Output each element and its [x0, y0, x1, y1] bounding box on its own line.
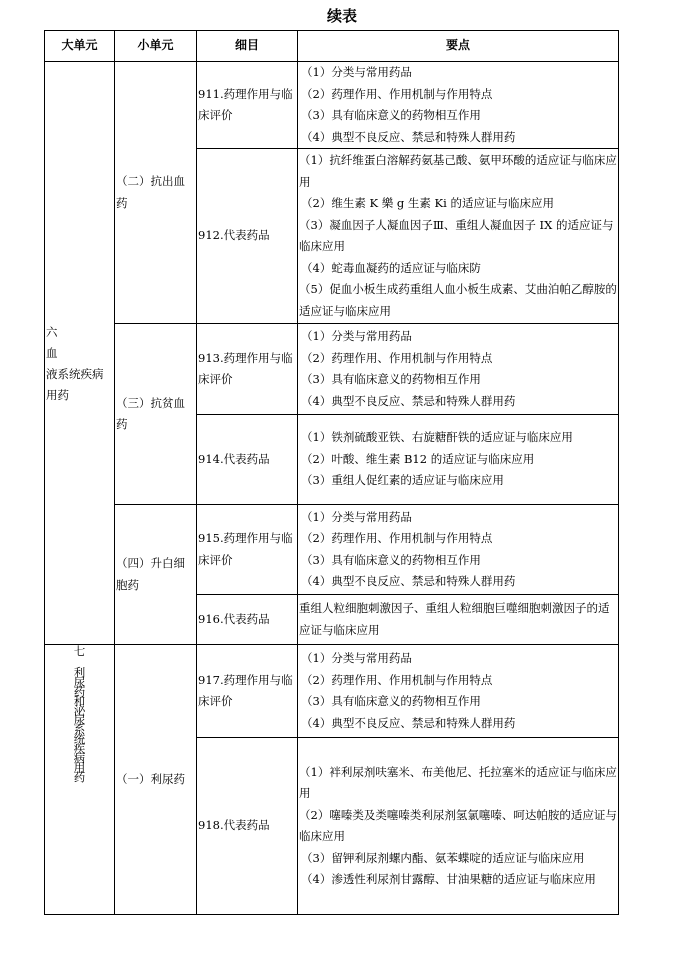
- big-unit-text: 六 血 液系统疾病 用药: [46, 324, 104, 402]
- header-row: [45, 31, 619, 62]
- point-line: （3）凝血因子人凝血因子Ⅲ、重组人凝血因子 IX 的适应证与临床应用: [299, 217, 614, 253]
- points-cell: [298, 62, 619, 149]
- table-row: [45, 324, 619, 415]
- points-cell: [298, 505, 619, 595]
- small-unit-cell: （一）利尿药: [115, 645, 197, 915]
- point-line: （3）具有临床意义的药物相互作用: [301, 108, 481, 122]
- point-line: （3）留钾利尿剂螺内酯、氨苯蝶啶的适应证与临床应用: [301, 850, 585, 865]
- detail-cell: 913.药理作用与临床评价: [197, 324, 298, 415]
- point-line: （5）促血小板生成药重组人血小板生成素、艾曲泊帕乙醇胺的适应证与临床应用: [299, 282, 617, 318]
- point-line: （2）药理作用、作用机制与作用特点: [301, 350, 493, 365]
- point-line: （1）分类与常用药品: [301, 65, 412, 79]
- small-unit-cell: （三）抗贫血 药: [115, 324, 197, 505]
- point-line: （2）药理作用、作用机制与作用特点: [301, 531, 493, 545]
- small-unit-cell: （四）升白细 胞药: [115, 505, 197, 645]
- point-line: （1）分类与常用药品: [301, 509, 412, 524]
- detail-cell: 912.代表药品: [197, 149, 298, 324]
- detail-cell: 915.药理作用与临床评价: [197, 505, 298, 595]
- point-line: （1）分类与常用药品: [301, 329, 412, 343]
- point-line: （3）重组人促红素的适应证与临床应用: [301, 473, 504, 488]
- points-cell: [298, 324, 619, 415]
- point-line: （2）维生素 K 樂 g 生素 Ki 的适应证与临床应用: [301, 196, 554, 210]
- point-line: （3）具有临床意义的药物相互作用: [301, 552, 481, 567]
- point-line: （4）典型不良反应、禁忌和特殊人群用药: [301, 574, 516, 588]
- point-line: （2）噻嗪类及类噻嗪类利尿剂氢氯噻嗪、呵达帕胺的适应证与临床应用: [299, 807, 617, 843]
- point-line: （4）典型不良反应、禁忌和特殊人群用药: [301, 393, 516, 408]
- point-line: （1）分类与常用药品: [301, 651, 412, 665]
- points-cell: [298, 415, 619, 505]
- point-line: （4）蛇毒血凝药的适应证与临床防: [301, 260, 481, 275]
- detail-cell: 917.药理作用与临床评价: [197, 645, 298, 738]
- big-unit-cell: [45, 62, 115, 645]
- big-unit-cell: [45, 645, 115, 915]
- page-title: 续表: [326, 7, 357, 25]
- point-line: （2）叶酸、维生素 B12 的适应证与临床应用: [301, 451, 535, 466]
- table-row: [45, 645, 619, 738]
- small-unit-cell: （二）抗出血 药: [115, 62, 197, 324]
- point-line: 重组人粒细胞刺激因子、重组人粒细胞巨噬细胞刺激因子的适应证与临床应用: [299, 601, 610, 637]
- points-cell: [298, 595, 619, 645]
- detail-cell: 916.代表药品: [197, 595, 298, 645]
- detail-cell: 918.代表药品: [197, 738, 298, 915]
- header-small-unit: 小单元: [115, 31, 197, 62]
- point-line: （4）渗透性利尿剂甘露醇、甘油果糖的适应证与临床应用: [301, 872, 596, 886]
- point-line: （3）具有临床意义的药物相互作用: [301, 694, 481, 708]
- point-line: （1）袢利尿剂呋塞米、布美他尼、托拉塞米的适应证与临床应用: [299, 764, 617, 800]
- point-line: （3）具有临床意义的药物相互作用: [301, 372, 481, 386]
- detail-cell: 911.药理作用与临床评价: [197, 62, 298, 149]
- detail-cell: 914.代表药品: [197, 415, 298, 505]
- table-row: [45, 505, 619, 595]
- point-line: （1）抗纤维蛋白溶解药氨基己酸、氨甲环酸的适应证与临床应用: [299, 153, 617, 189]
- big-unit-text: 七 利尿药和泌尿系统疾病用药: [72, 645, 87, 781]
- table-row: [45, 62, 619, 149]
- point-line: （4）典型不良反应、禁忌和特殊人群用药: [301, 129, 516, 144]
- header-points: 要点: [298, 31, 619, 62]
- point-line: （2）药理作用、作用机制与作用特点: [301, 86, 493, 101]
- point-line: （1）铁剂硫酸亚铁、右旋糖酐铁的适应证与临床应用: [301, 430, 573, 445]
- syllabus-table: [44, 30, 619, 915]
- points-cell: [298, 149, 619, 324]
- point-line: （2）药理作用、作用机制与作用特点: [301, 672, 493, 687]
- points-cell: [298, 645, 619, 738]
- points-cell: [298, 738, 619, 915]
- point-line: （4）典型不良反应、禁忌和特殊人群用药: [301, 715, 516, 730]
- header-detail: 细目: [197, 31, 298, 62]
- header-big-unit: 大单元: [45, 31, 115, 62]
